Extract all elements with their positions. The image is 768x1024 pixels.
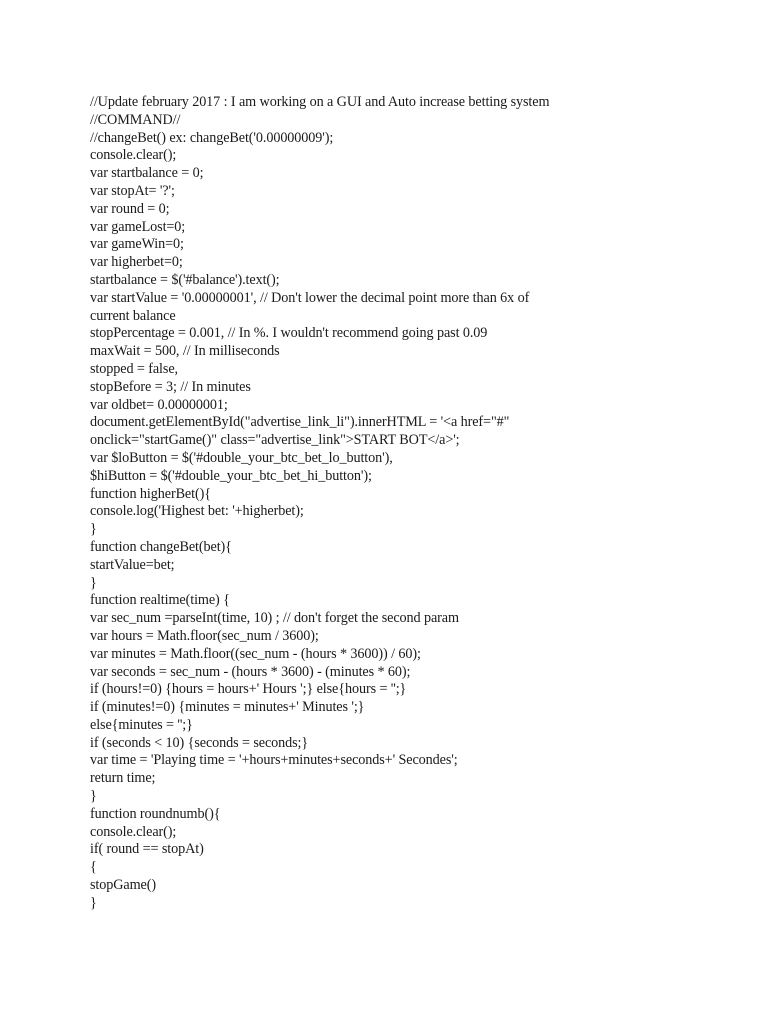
code-line: console.clear(); <box>90 147 177 164</box>
code-line: } <box>90 788 97 805</box>
code-line: } <box>90 521 97 538</box>
code-text-block <box>90 94 690 913</box>
code-line: var hours = Math.floor(sec_num / 3600); <box>90 627 319 644</box>
code-line: onclick="startGame()" class="advertise_link">START BOT</a>'; <box>90 432 460 449</box>
code-line: var oldbet= 0.00000001; <box>90 396 228 413</box>
code-line: var startValue = '0.00000001', // Don't lower the decimal point more than 6x of <box>90 289 530 306</box>
code-line: stopPercentage = 0.001, // In %. I wouldn't recommend going past 0.09 <box>90 325 488 342</box>
code-line: var minutes = Math.floor((sec_num - (hours * 3600)) / 60); <box>90 645 421 662</box>
code-line: startValue=bet; <box>90 556 175 573</box>
code-line: } <box>90 894 97 911</box>
code-line: //COMMAND// <box>90 111 181 128</box>
code-line: var sec_num =parseInt(time, 10) ; // don't forget the second param <box>90 610 459 627</box>
code-line: stopBefore = 3; // In minutes <box>90 378 251 395</box>
code-line: function realtime(time) { <box>90 592 230 609</box>
code-line: var gameWin=0; <box>90 236 184 253</box>
code-line: else{minutes = '';} <box>90 716 193 733</box>
code-line: maxWait = 500, // In milliseconds <box>90 343 280 360</box>
code-line: if (minutes!=0) {minutes = minutes+' Minutes ';} <box>90 699 365 716</box>
code-line: $hiButton = $('#double_your_btc_bet_hi_button'); <box>90 467 372 484</box>
code-line: stopped = false, <box>90 360 178 377</box>
code-line: return time; <box>90 770 156 787</box>
code-line: if( round == stopAt) <box>90 841 204 858</box>
code-line: var $loButton = $('#double_your_btc_bet_lo_button'), <box>90 449 393 466</box>
code-line: current balance <box>90 307 176 324</box>
code-line: stopGame() <box>90 877 156 894</box>
code-line: startbalance = $('#balance').text(); <box>90 271 280 288</box>
code-line: if (hours!=0) {hours = hours+' Hours ';} else{hours = '';} <box>90 681 407 698</box>
code-line: if (seconds < 10) {seconds = seconds;} <box>90 734 309 751</box>
code-line: console.clear(); <box>90 823 177 840</box>
code-line: function changeBet(bet){ <box>90 538 232 555</box>
code-line: var stopAt= '?'; <box>90 182 175 199</box>
code-line: //Update february 2017 : I am working on a GUI and Auto increase betting system <box>90 94 550 110</box>
code-line: } <box>90 574 97 591</box>
code-line: function higherBet(){ <box>90 485 211 502</box>
code-line: var gameLost=0; <box>90 218 186 235</box>
code-line: document.getElementById("advertise_link_li").innerHTML = '<a href="#" <box>90 414 510 431</box>
code-line: var time = 'Playing time = '+hours+minutes+seconds+' Secondes'; <box>90 752 458 769</box>
code-line: var round = 0; <box>90 200 170 217</box>
code-line: console.log('Highest bet: '+higherbet); <box>90 503 304 520</box>
code-line: var seconds = sec_num - (hours * 3600) - (minutes * 60); <box>90 663 411 680</box>
code-line: var startbalance = 0; <box>90 165 204 182</box>
code-line: //changeBet() ex: changeBet('0.00000009'); <box>90 129 334 146</box>
code-line: function roundnumb(){ <box>90 805 221 822</box>
code-line: { <box>90 859 97 876</box>
code-line: var higherbet=0; <box>90 254 183 271</box>
